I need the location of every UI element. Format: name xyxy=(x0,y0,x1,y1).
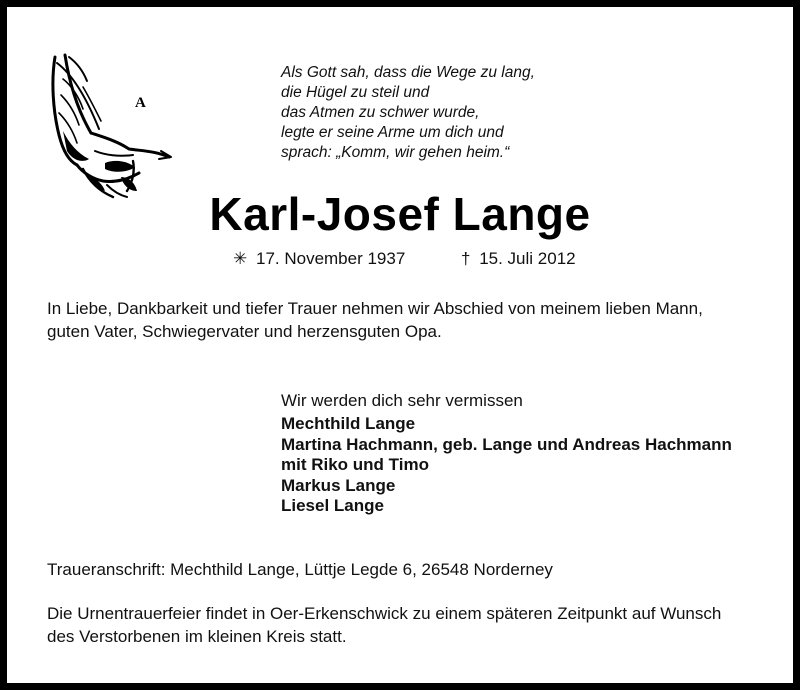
birth-date-text: 17. November 1937 xyxy=(255,249,406,268)
poem-line: Als Gott sah, dass die Wege zu lang, xyxy=(281,64,535,81)
poem-line: die Hügel zu steil und xyxy=(281,84,430,101)
monogram: A xyxy=(135,95,146,111)
mourning-address: Traueranschrift: Mechthild Lange, Lüttje Legde 6, 26548 Norderney xyxy=(47,560,553,579)
deceased-name: Karl-Josef Lange xyxy=(209,188,591,240)
funeral-line: Die Urnentrauerfeier findet in Oer-Erkenschwick zu einem späteren Zeitpunkt auf Wunsch xyxy=(47,604,722,623)
signoff: Wir werden dich sehr vermissen xyxy=(281,391,523,410)
mourner: Martina Hachmann, geb. Lange und Andreas Hachmann xyxy=(281,434,732,454)
funeral-note xyxy=(47,602,721,648)
praying-hands-icon xyxy=(43,51,177,201)
mourners-list xyxy=(281,414,732,517)
poem-line: das Atmen zu schwer wurde, xyxy=(281,104,480,121)
poem xyxy=(281,63,535,163)
intro-text xyxy=(47,297,777,343)
death-cross-icon: † xyxy=(461,249,471,268)
mourner: Markus Lange xyxy=(281,475,396,495)
mourner: mit Riko und Timo xyxy=(281,455,429,474)
birth-date xyxy=(233,249,405,269)
death-date xyxy=(461,249,576,269)
death-date-text: 15. Juli 2012 xyxy=(479,249,576,268)
intro-line: In Liebe, Dankbarkeit und tiefer Trauer nehmen wir Abschied von meinem lieben Mann, xyxy=(47,299,703,318)
funeral-line: des Verstorbenen im kleinen Kreis statt. xyxy=(47,627,347,646)
mourner: Liesel Lange xyxy=(281,496,384,515)
mourner: Mechthild Lange xyxy=(281,414,416,433)
poem-line: sprach: „Komm, wir gehen heim.“ xyxy=(281,144,510,161)
poem-line: legte er seine Arme um dich und xyxy=(281,124,504,141)
intro-line: guten Vater, Schwiegervater und herzensguten Opa. xyxy=(47,322,442,341)
birth-star-icon: ✳ xyxy=(233,249,248,268)
